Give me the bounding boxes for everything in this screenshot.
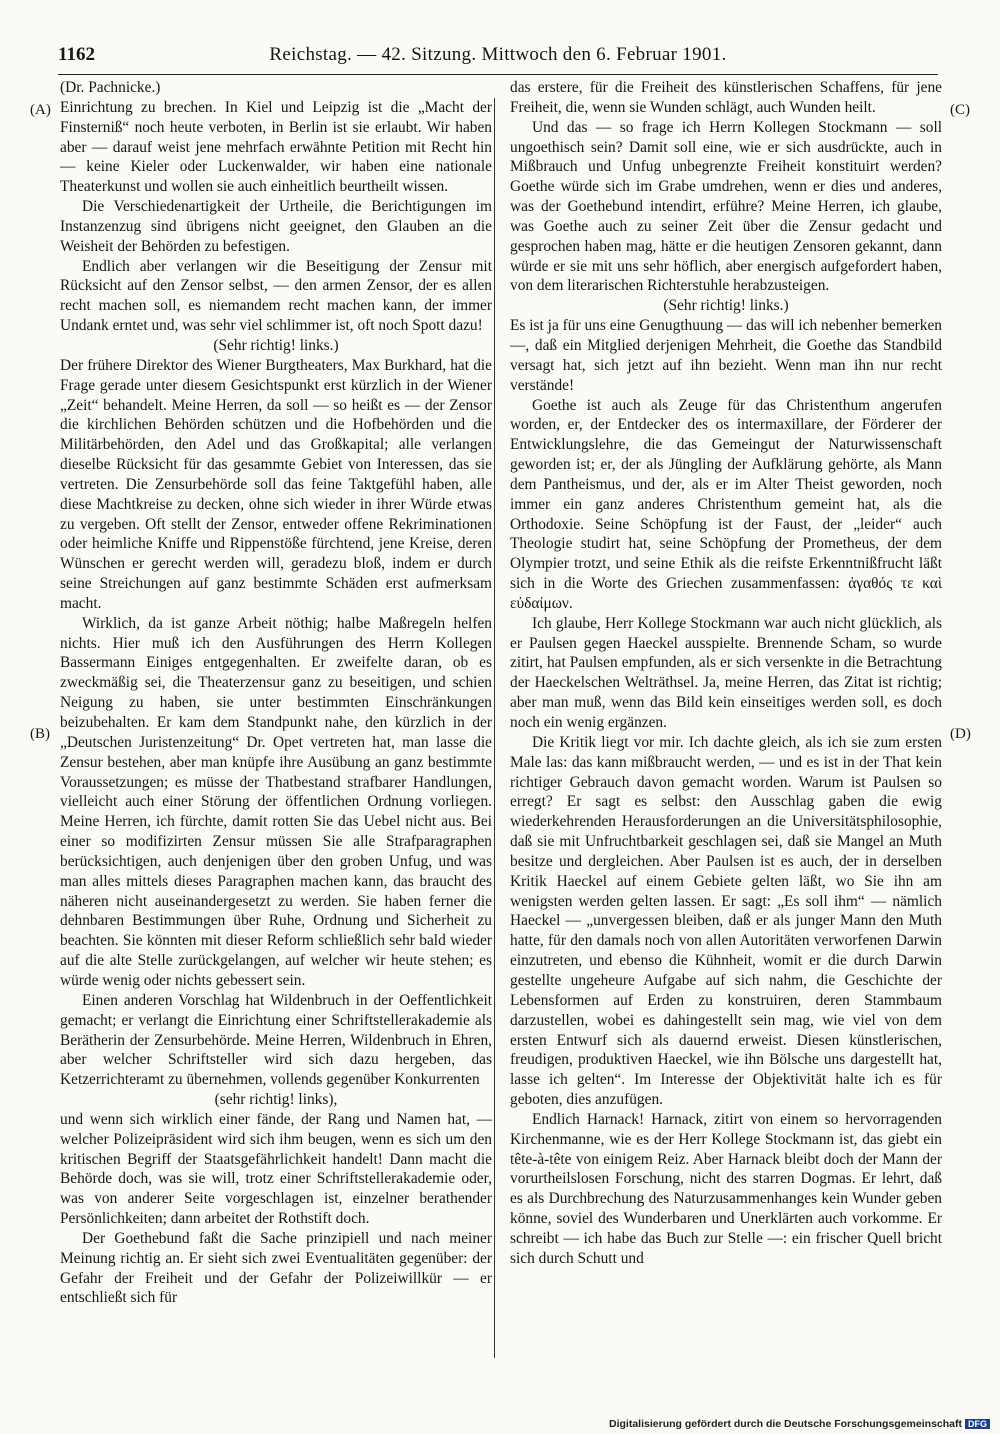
speaker-label: (Dr. Pachnicke.)	[60, 79, 161, 96]
interjection: (sehr richtig! links),	[214, 1091, 338, 1109]
paragraph: das erstere, für die Freiheit des künstlerischen Schaffens, für jene Freiheit, die, wenn sie Wunden schlägt, auch Wunden heilt.	[510, 79, 942, 116]
paragraph: Goethe ist auch als Zeuge für das Christenthum angerufen worden, er, der Entdecker des os intermaxillare, der Förderer der Entwicklungslehre, die das Gemeingut der Naturwissenschaft geworden ist; er, der als Jüngling der Aufklärung gehörte, als Mann dem Pantheismus, und der, als er im Alter Theist geworden, noch immer ein ganz anderes Christenthum gemeint hat, als die Orthodoxie. Seine Schöpfung ist der Faust, der „leider“ auch Theologie studirt hat, seine Schöpfung der Prometheus, der dem Olympier trotzt, und seine Ethik als die reifste Erkenntnißfrucht läßt sich in die Worte des Griechen zusammenfassen: ἀγαθός τε καὶ εὐδαίμων.	[510, 396, 942, 612]
margin-marker-a: (A)	[30, 102, 51, 118]
column-divider	[494, 98, 495, 1358]
paragraph: Der Goethebund faßt die Sache prinzipiell und nach meiner Meinung richtig an. Er sieht sich zwei Eventualitäten gegenüber: der Gefahr der Freiheit und der Gefahr der Polizeiwillkür — er entschließt sich für	[60, 1229, 492, 1307]
paragraph: Die Kritik liegt vor mir. Ich dachte gleich, als ich sie zum ersten Male las: das kann mißbraucht werden, — und es ist in der That kein richtiger Gebrauch davon gemacht worden. Warum ist Paulsen so erregt? Er sagt es selbst: den Ausschlag gaben die ewig wiederkehrenden Herausforderungen an die Universitätsphilosophie, daß sie mit Unfruchtbarkeit geschlagen sei, daß sie Mangel an Muth besitze und dergleichen. Aber Paulsen ist es auch, der in derselben Kritik Haeckel auf einem Gebiete gelten läßt, wo Sie ihn am wenigsten werden gelten lassen. Er sagt: „Es soll ihm“ — nämlich Haeckel — „unvergessen bleiben, daß er als junger Mann den Muth hatte, für den damals noch von allen Autoritäten verworfenen Darwin einzutreten, und ebenso die Kühnheit, womit er die durch Darwin gestellte ungeheure Aufgabe auf sich nahm, die Geschichte der Lebensformen auf Erden zu konstruiren, deren Stammbaum darzustellen, wobei es dahingestellt sein mag, wie viel von dem ersten Entwurf sich als dauernd erweist. Diesen künstlerischen, freudigen, produktiven Haeckel, wie ihn Bölsche uns dargestellt hat, lasse ich gelten“. Im Interesse der Objektivität halte ich es für geboten, dies anzufügen.	[510, 733, 942, 1109]
left-column	[60, 78, 492, 1308]
dfg-logo-icon: DFG	[965, 1419, 990, 1429]
interjection: (Sehr richtig! links.)	[213, 336, 339, 354]
paragraph: Es ist ja für uns eine Genugthuung — das will ich nebenher bemerken —, daß ein Mitglied derjenigen Mehrheit, die Goethe das Standbild versagt hat, sich jetzt auf ihn bezieht. Wenn man ihn nur recht verstände!	[510, 317, 942, 394]
paragraph: Und das — so frage ich Herrn Kollegen Stockmann — soll ungoethisch sein? Damit soll eine, wie er sich ausdrückte, auch in Mißbrauch und Unfug unbegrenzte Freiheit konstituirt werden? Goethe würde sich im Grabe umdrehen, wenn er dies und anderes, was der Goethebund intendirt, erführe? Meine Herren, ich glaube, was Goethe auch zu seiner Zeit über die Zensur gedacht und gesprochen haben mag, hätte er die heutigen Zensoren gekannt, dann würde er sie mit uns sehr höflich, aber energisch aufgefordert haben, von dem literarischen Richterstuhle herabzusteigen.	[510, 118, 942, 295]
paragraph: und wenn sich wirklich einer fände, der Rang und Namen hat, — welcher Polizeipräsident wird sich ihm beugen, wenn es sich um den kritischen Begriff der Staatsgefährlichkeit handelt! Dann macht die Behörde doch, was sie will, trotz einer Schriftstellerakademie oder, was von anderer Seite vorgeschlagen ist, einzelner berathender Persönlichkeiten; dann arbeitet der Rothstift doch.	[60, 1110, 492, 1228]
paragraph: Der frühere Direktor des Wiener Burgtheaters, Max Burkhard, hat die Frage gerade unter diesem Gesichtspunkt erst kürzlich in der Wiener „Zeit“ behandelt. Meine Herren, da soll — so heißt es — der Zensor die kirchlichen Behörden schützen und die Hofbehörden und die Militärbehörden, den Adel und das Großkapital; alle verlangen dieselbe Rücksicht für das gesammte Gebiet von Interessen, das sie vertreten. Die Zensurbehörde soll das feine Taktgefühl haben, alle diese Machtkreise zu decken, ohne sich wieder in ihrer Würde etwas zu vergeben. Oft stellt der Zensor, entweder offene Rekriminationen oder heimliche Kniffe und Rippenstöße fürchtend, jene Kreise, deren Wünschen er gerecht werden will, geradezu bloß, indem er durch seine Streichungen auf ganz bestimmte Schäden erst aufmerksam macht.	[60, 356, 492, 612]
footer-credit	[609, 1418, 990, 1430]
paragraph: Ich glaube, Herr Kollege Stockmann war auch nicht glücklich, als er Paulsen gegen Haeckel ausspielte. Brennende Scham, so wurde zitirt, hat Paulsen empfunden, als er sich versenkte in die Betrachtung der Haeckelschen Welträthsel. Ja, meine Herren, das Zitat ist richtig; aber man muß, wenn das Bild kein einseitiges werden soll, es doch noch ein wenig ergänzen.	[510, 614, 942, 731]
paragraph: Wirklich, da ist ganze Arbeit nöthig; halbe Maßregeln helfen nichts. Hier muß ich den Ausführungen des Herrn Kollegen Bassermann Einiges entgegenhalten. Er zweifelte daran, ob es zweckmäßig sei, die Theaterzensur ganz zu beseitigen, und schien Neigung zu haben, sie unter bestimmten Einschränkungen beizubehalten. Er kam dem Standpunkt nahe, den kürzlich in der „Deutschen Juristenzeitung“ Dr. Opet vertreten hat, man lasse die Zensur bestehen, aber man knüpfe ihre Ausübung an ganz bestimmte Voraussetzungen; es müsse der Thatbestand strafbarer Handlungen, vielleicht auch einer Störung der öffentlichen Ordnung vorliegen. Meine Herren, ich fürchte, damit rotten Sie das Uebel nicht aus. Bei einer so modifizirten Zensur müssen Sie alle Strafparagraphen berücksichtigen, auch denjenigen über den groben Unfug, und was man alles mittels dieses Paragraphen machen kann, das braucht des näheren nicht auseinandergesetzt zu werden. Sie haben ferner die dehnbaren Bestimmungen über Ruhe, Ordnung und Sicherheit zu beachten. Sie könnten mit dieser Reform schließlich sehr bald wieder auf die alte Stelle zurückgelangen, auf welcher wir heute stehen; es würde wenig oder nichts gebessert sein.	[60, 614, 492, 989]
page-header	[58, 40, 938, 75]
paragraph: Einen anderen Vorschlag hat Wildenbruch in der Oeffentlichkeit gemacht; er verlangt die Einrichtung einer Schriftstellerakademie als Berätherin der Zensurbehörde. Meine Herren, Wildenbruch in Ehren, aber welcher Schriftsteller wird sich dazu hergeben, das Ketzerrichteramt zu übernehmen, vollends gegenüber Konkurrenten	[60, 991, 492, 1089]
paragraph: Einrichtung zu brechen. In Kiel und Leipzig ist die „Macht der Finsterniß“ noch heute verboten, in Berlin ist sie erlaubt. Wir haben aber — darauf weist jene mehrfach erwähnte Petition mit Recht hin — keine Kieler oder Luckenwalder, wir haben eine nationale Theaterkunst und wollen sie auch einheitlich beurtheilt wissen.	[60, 98, 492, 196]
paragraph: Endlich Harnack! Harnack, zitirt von einem so hervorragenden Kirchenmanne, wie es der Herr Kollege Stockmann ist, das giebt ein tête-à-tête von einigem Reiz. Aber Harnack bleibt doch der Mann der vorurtheilslosen Forschung, nicht des starren Dogmas. Er lehrt, daß es als Durchbrechung des Naturzusammenhanges kein Wunder geben könne, soviel des Wunderbaren und Unerklärten auch vorkomme. Er schreibt — ich habe das Buch zur Stelle —: ein frischer Quell bricht sich durch Schutt und	[510, 1110, 942, 1267]
interjection: (Sehr richtig! links.)	[663, 297, 789, 315]
margin-marker-b: (B)	[30, 726, 50, 742]
running-title: Reichstag. — 42. Sitzung. Mittwoch den 6. Februar 1901.	[269, 44, 727, 65]
right-column	[510, 78, 942, 1269]
paragraph: Die Verschiedenartigkeit der Urtheile, die Berichtigungen im Instanzenzug sind übrigens nicht geeignet, den Glauben an die Weisheit der Behörden zu befestigen.	[60, 198, 492, 255]
page-number: 1162	[58, 44, 95, 65]
footer-text: Digitalisierung gefördert durch die Deutsche Forschungsgemeinschaft	[609, 1418, 962, 1430]
paragraph: Endlich aber verlangen wir die Beseitigung der Zensur mit Rücksicht auf den Zensor selbst, — den armen Zensor, der es allen recht machen soll, es niemandem recht machen kann, der immer Undank erntet und, was sehr viel schlimmer ist, oft noch Spott dazu!	[60, 257, 492, 335]
margin-marker-d: (D)	[950, 726, 971, 742]
margin-marker-c: (C)	[950, 102, 970, 118]
